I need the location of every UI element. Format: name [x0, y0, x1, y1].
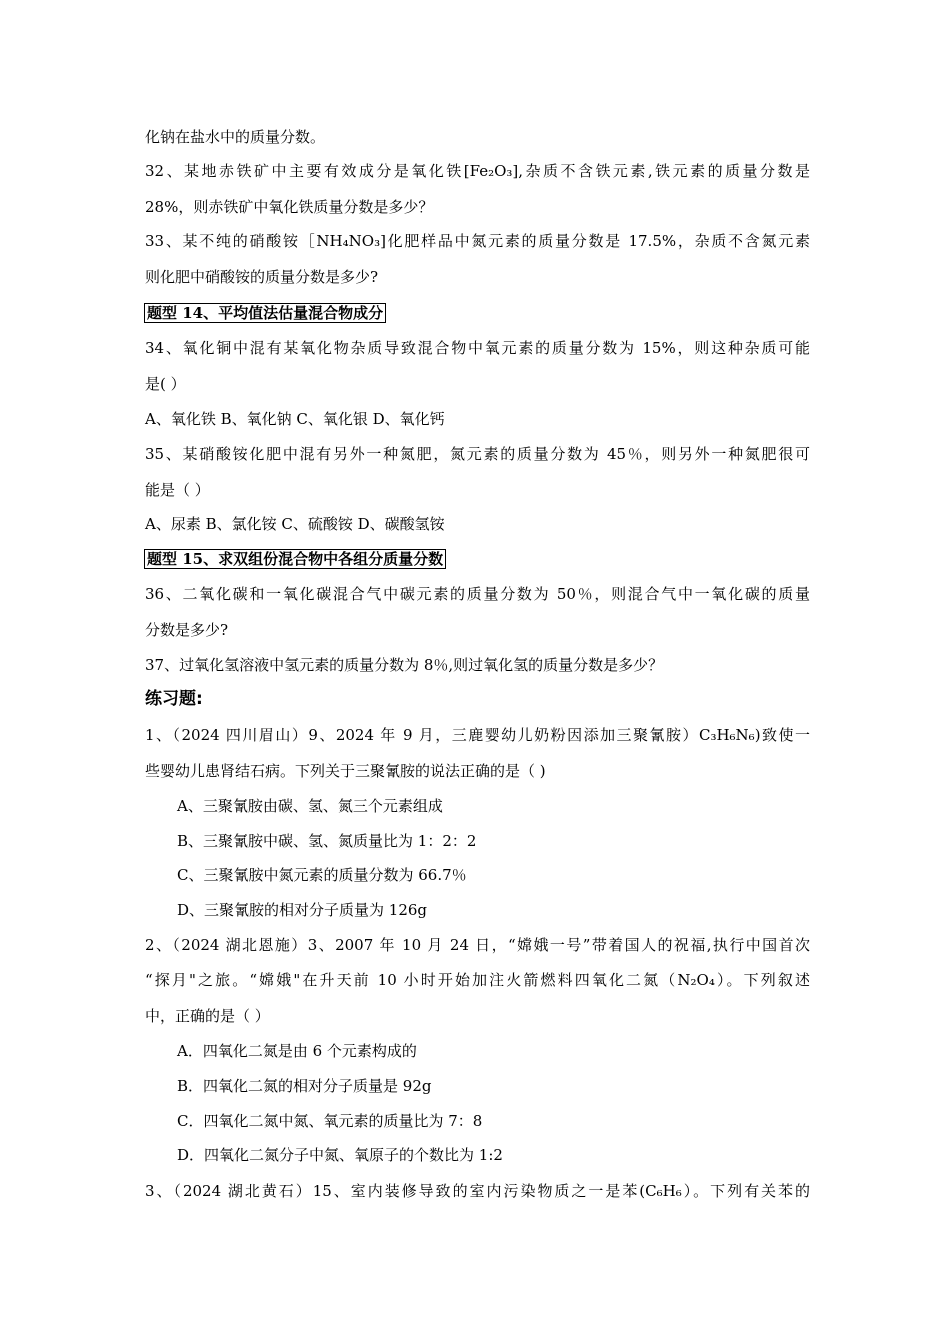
exercise-2: 2、（2024 湖北恩施）3、2007 年 10 月 24 日，“嫦娥一号”带着国人的祝福,执行中国首次: [145, 936, 810, 954]
exercise-title: 练习题:: [145, 689, 203, 709]
text-line: 28%，则赤铁矿中氧化铁质量分数是多少？: [145, 198, 434, 216]
text-line: 化钠在盐水中的质量分数。: [145, 128, 326, 146]
text-line: 些婴幼儿患肾结石病。下列关于三聚氰胺的说法正确的是（ ): [145, 762, 546, 780]
answer-options: A、尿素 B、氯化铵 C、硫酸铵 D、碳酸氢铵: [145, 515, 445, 533]
option-c: C、三聚氰胺中氮元素的质量分数为 66.7％: [177, 866, 467, 884]
exercise-1: 1、（2024 四川眉山）9、2024 年 9 月，三鹿婴幼儿奶粉因添加三聚氰胺）C₃H₆N₆)致使一: [145, 726, 810, 744]
question-33: 33、某不纯的硝酸铵［NH₄NO₃]化肥样品中氮元素的质量分数是 17.5%，杂质不含氮元素: [145, 232, 810, 250]
text-line: “探月"之旅。“嫦娥"在升天前 10 小时开始加注火箭燃料四氧化二氮（N₂O₄）。下列叙述: [145, 971, 810, 989]
text-line: 则化肥中硝酸铵的质量分数是多少?: [145, 268, 379, 286]
text-line: 分数是多少?: [145, 621, 229, 639]
option-d: D、三聚氰胺的相对分子质量为 126g: [177, 901, 428, 919]
question-36: 36、二氧化碳和一氧化碳混合气中碳元素的质量分数为 50％，则混合气中一氧化碳的质量: [145, 585, 810, 603]
option-b: B．四氧化二氮的相对分子质量是 92g: [177, 1077, 432, 1095]
question-37: 37、过氧化氢溶液中氢元素的质量分数为 8％,则过氧化氢的质量分数是多少？: [145, 656, 664, 674]
option-b: B、三聚氰胺中碳、氢、氮质量比为 1：2：2: [177, 832, 477, 850]
answer-options: A、氧化铁 B、氧化钠 C、氧化银 D、氧化钙: [145, 410, 445, 428]
option-c: C．四氧化二氮中氮、氧元素的质量比为 7：8: [177, 1112, 483, 1130]
option-a: A．四氧化二氮是由 6 个元素构成的: [177, 1042, 417, 1060]
question-32: 32、某地赤铁矿中主要有效成分是氧化铁[Fe₂O₃],杂质不含铁元素,铁元素的质量分数是: [145, 162, 810, 180]
section-heading-14: 题型 14、平均值法估量混合物成分: [144, 303, 386, 323]
text-line: 能是（ ）: [145, 481, 210, 499]
text-line: 中，正确的是（ ）: [145, 1007, 270, 1025]
question-34: 34、氧化铜中混有某氧化物杂质导致混合物中氧元素的质量分数为 15%，则这种杂质可能: [145, 339, 810, 357]
exercise-3: 3、（2024 湖北黄石）15、室内装修导致的室内污染物质之一是苯(C₆H₆）。下列有关苯的: [145, 1182, 810, 1200]
option-d: D．四氧化二氮分子中氮、氧原子的个数比为 1:2: [177, 1146, 503, 1164]
section-heading-15: 题型 15、求双组份混合物中各组分质量分数: [144, 549, 446, 569]
option-a: A、三聚氰胺由碳、氢、氮三个元素组成: [177, 797, 443, 815]
question-35: 35、某硝酸铵化肥中混有另外一种氮肥，氮元素的质量分数为 45％，则另外一种氮肥很可: [145, 445, 810, 463]
text-line: 是( ）: [145, 375, 186, 393]
